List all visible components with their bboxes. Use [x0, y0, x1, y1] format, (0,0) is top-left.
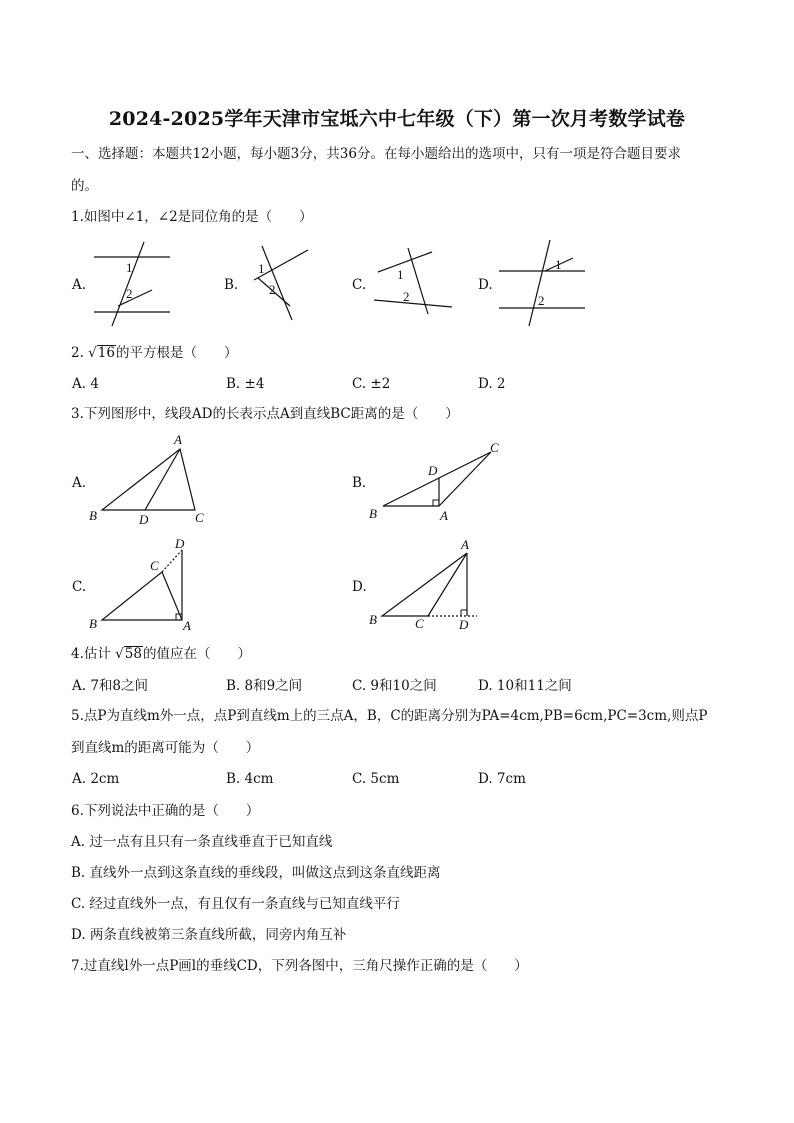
- q3-option-c-label: C.: [72, 579, 87, 595]
- q6-option-c: C. 经过直线外一点，有且仅有一条直线与已知直线平行: [71, 896, 400, 912]
- q3c-point-b: B: [89, 616, 97, 631]
- q3-figure-d: [365, 536, 485, 634]
- q7-stem: 7.过直线l外一点P画l的垂线CD，下列各图中，三角尺操作正确的是（ ）: [71, 958, 528, 974]
- page-title: 2024-2025学年天津市宝坻六中七年级（下）第一次月考数学试卷: [108, 108, 686, 130]
- q3d-point-a: A: [461, 537, 469, 552]
- q5-stem-line2: 到直线m的距离可能为（ ）: [71, 740, 260, 756]
- q3-option-b-label: B.: [352, 475, 367, 491]
- q4-option-b: B. 8和9之间: [226, 678, 303, 694]
- q6-option-b: B. 直线外一点到这条直线的垂线段，叫做这点到这条直线距离: [71, 865, 441, 881]
- q1-figure-d: [495, 238, 590, 328]
- q3d-point-d: D: [459, 617, 469, 632]
- q3-figure-a: [85, 432, 215, 527]
- q5-stem-line1: 5.点P为直线m外一点，点P到直线m上的三点A，B，C的距离分别为PA=4cm,PB=6cm,PC=3cm,则点P: [71, 708, 708, 724]
- q1c-angle-1-label: 1: [397, 267, 404, 282]
- q1c-angle-2-label: 2: [403, 289, 410, 304]
- q3a-point-a: A: [174, 432, 182, 447]
- q2-stem: [71, 344, 237, 362]
- q1b-angle-2-label: 2: [269, 282, 276, 297]
- sqrt-icon: √: [88, 345, 97, 361]
- q1-option-d-label: D.: [478, 277, 493, 293]
- q3-stem: 3.下列图形中，线段AD的长表示点A到直线BC距离的是（ ）: [71, 406, 459, 422]
- q2-option-b: B. ±4: [226, 376, 265, 392]
- q5-option-c: C. 5cm: [352, 771, 400, 787]
- q1-figure-c: [370, 240, 460, 320]
- sqrt-icon: √: [115, 646, 124, 662]
- q3-option-d-label: D.: [352, 579, 367, 595]
- q2-option-c: C. ±2: [352, 376, 391, 392]
- q4-stem-suffix: 的值应在（ ）: [142, 646, 251, 662]
- q6-option-d: D. 两条直线被第三条直线所截，同旁内角互补: [71, 927, 347, 943]
- q1-stem: 1.如图中∠1，∠2是同位角的是（ ）: [71, 209, 313, 225]
- q3-figure-b: [365, 438, 515, 528]
- q3-figure-c: [85, 536, 200, 634]
- q4-option-c: C. 9和10之间: [352, 678, 437, 694]
- q4-stem: [71, 645, 251, 663]
- q5-option-a: A. 2cm: [72, 771, 120, 787]
- q2-stem-suffix: 的平方根是（ ）: [115, 345, 238, 361]
- q3a-point-c: C: [195, 510, 204, 525]
- section-instructions-line2: 的。: [71, 178, 98, 194]
- q1d-angle-1-label: 1: [555, 257, 562, 272]
- q1b-angle-1-label: 1: [258, 261, 265, 276]
- q2-option-a: A. 4: [72, 376, 99, 392]
- q3c-point-a: A: [183, 618, 191, 633]
- section-instructions-line1: 一、选择题：本题共12小题，每小题3分，共36分。在每小题给出的选项中，只有一项是符合题目要求: [71, 146, 681, 162]
- q4-radicand: 58: [124, 646, 142, 662]
- q1d-angle-2-label: 2: [538, 293, 545, 308]
- q1-option-c-label: C.: [352, 277, 367, 293]
- q1-figure-a: [90, 240, 180, 330]
- q1a-angle-1-label: 1: [126, 260, 133, 275]
- q4-stem-prefix: 4.估计: [71, 646, 116, 662]
- q3-option-a-label: A.: [72, 475, 87, 491]
- q3b-point-b: B: [369, 506, 377, 521]
- q5-option-b: B. 4cm: [226, 771, 274, 787]
- q6-stem: 6.下列说法中正确的是（ ）: [71, 803, 260, 819]
- q3c-point-d: D: [175, 536, 185, 551]
- q2-stem-prefix: 2.: [71, 345, 89, 361]
- q3a-point-d: D: [139, 512, 149, 527]
- q3a-point-b: B: [89, 508, 97, 523]
- q3c-point-c: C: [150, 558, 159, 573]
- q1a-angle-2-label: 2: [126, 286, 133, 301]
- q4-option-a: A. 7和8之间: [72, 678, 149, 694]
- q2-option-d: D. 2: [478, 376, 506, 392]
- q2-radicand: 16: [97, 345, 115, 361]
- q3d-point-b: B: [369, 612, 377, 627]
- q1-figure-b: [240, 240, 320, 325]
- q3b-point-a: A: [440, 508, 448, 523]
- q3d-point-c: C: [415, 616, 424, 631]
- q3b-point-d: D: [428, 463, 438, 478]
- q5-option-d: D. 7cm: [478, 771, 526, 787]
- q6-option-a: A. 过一点有且只有一条直线垂直于已知直线: [71, 834, 333, 850]
- q1-option-b-label: B.: [224, 277, 239, 293]
- q4-option-d: D. 10和11之间: [478, 678, 572, 694]
- q3b-point-c: C: [490, 440, 499, 455]
- q1-option-a-label: A.: [72, 277, 87, 293]
